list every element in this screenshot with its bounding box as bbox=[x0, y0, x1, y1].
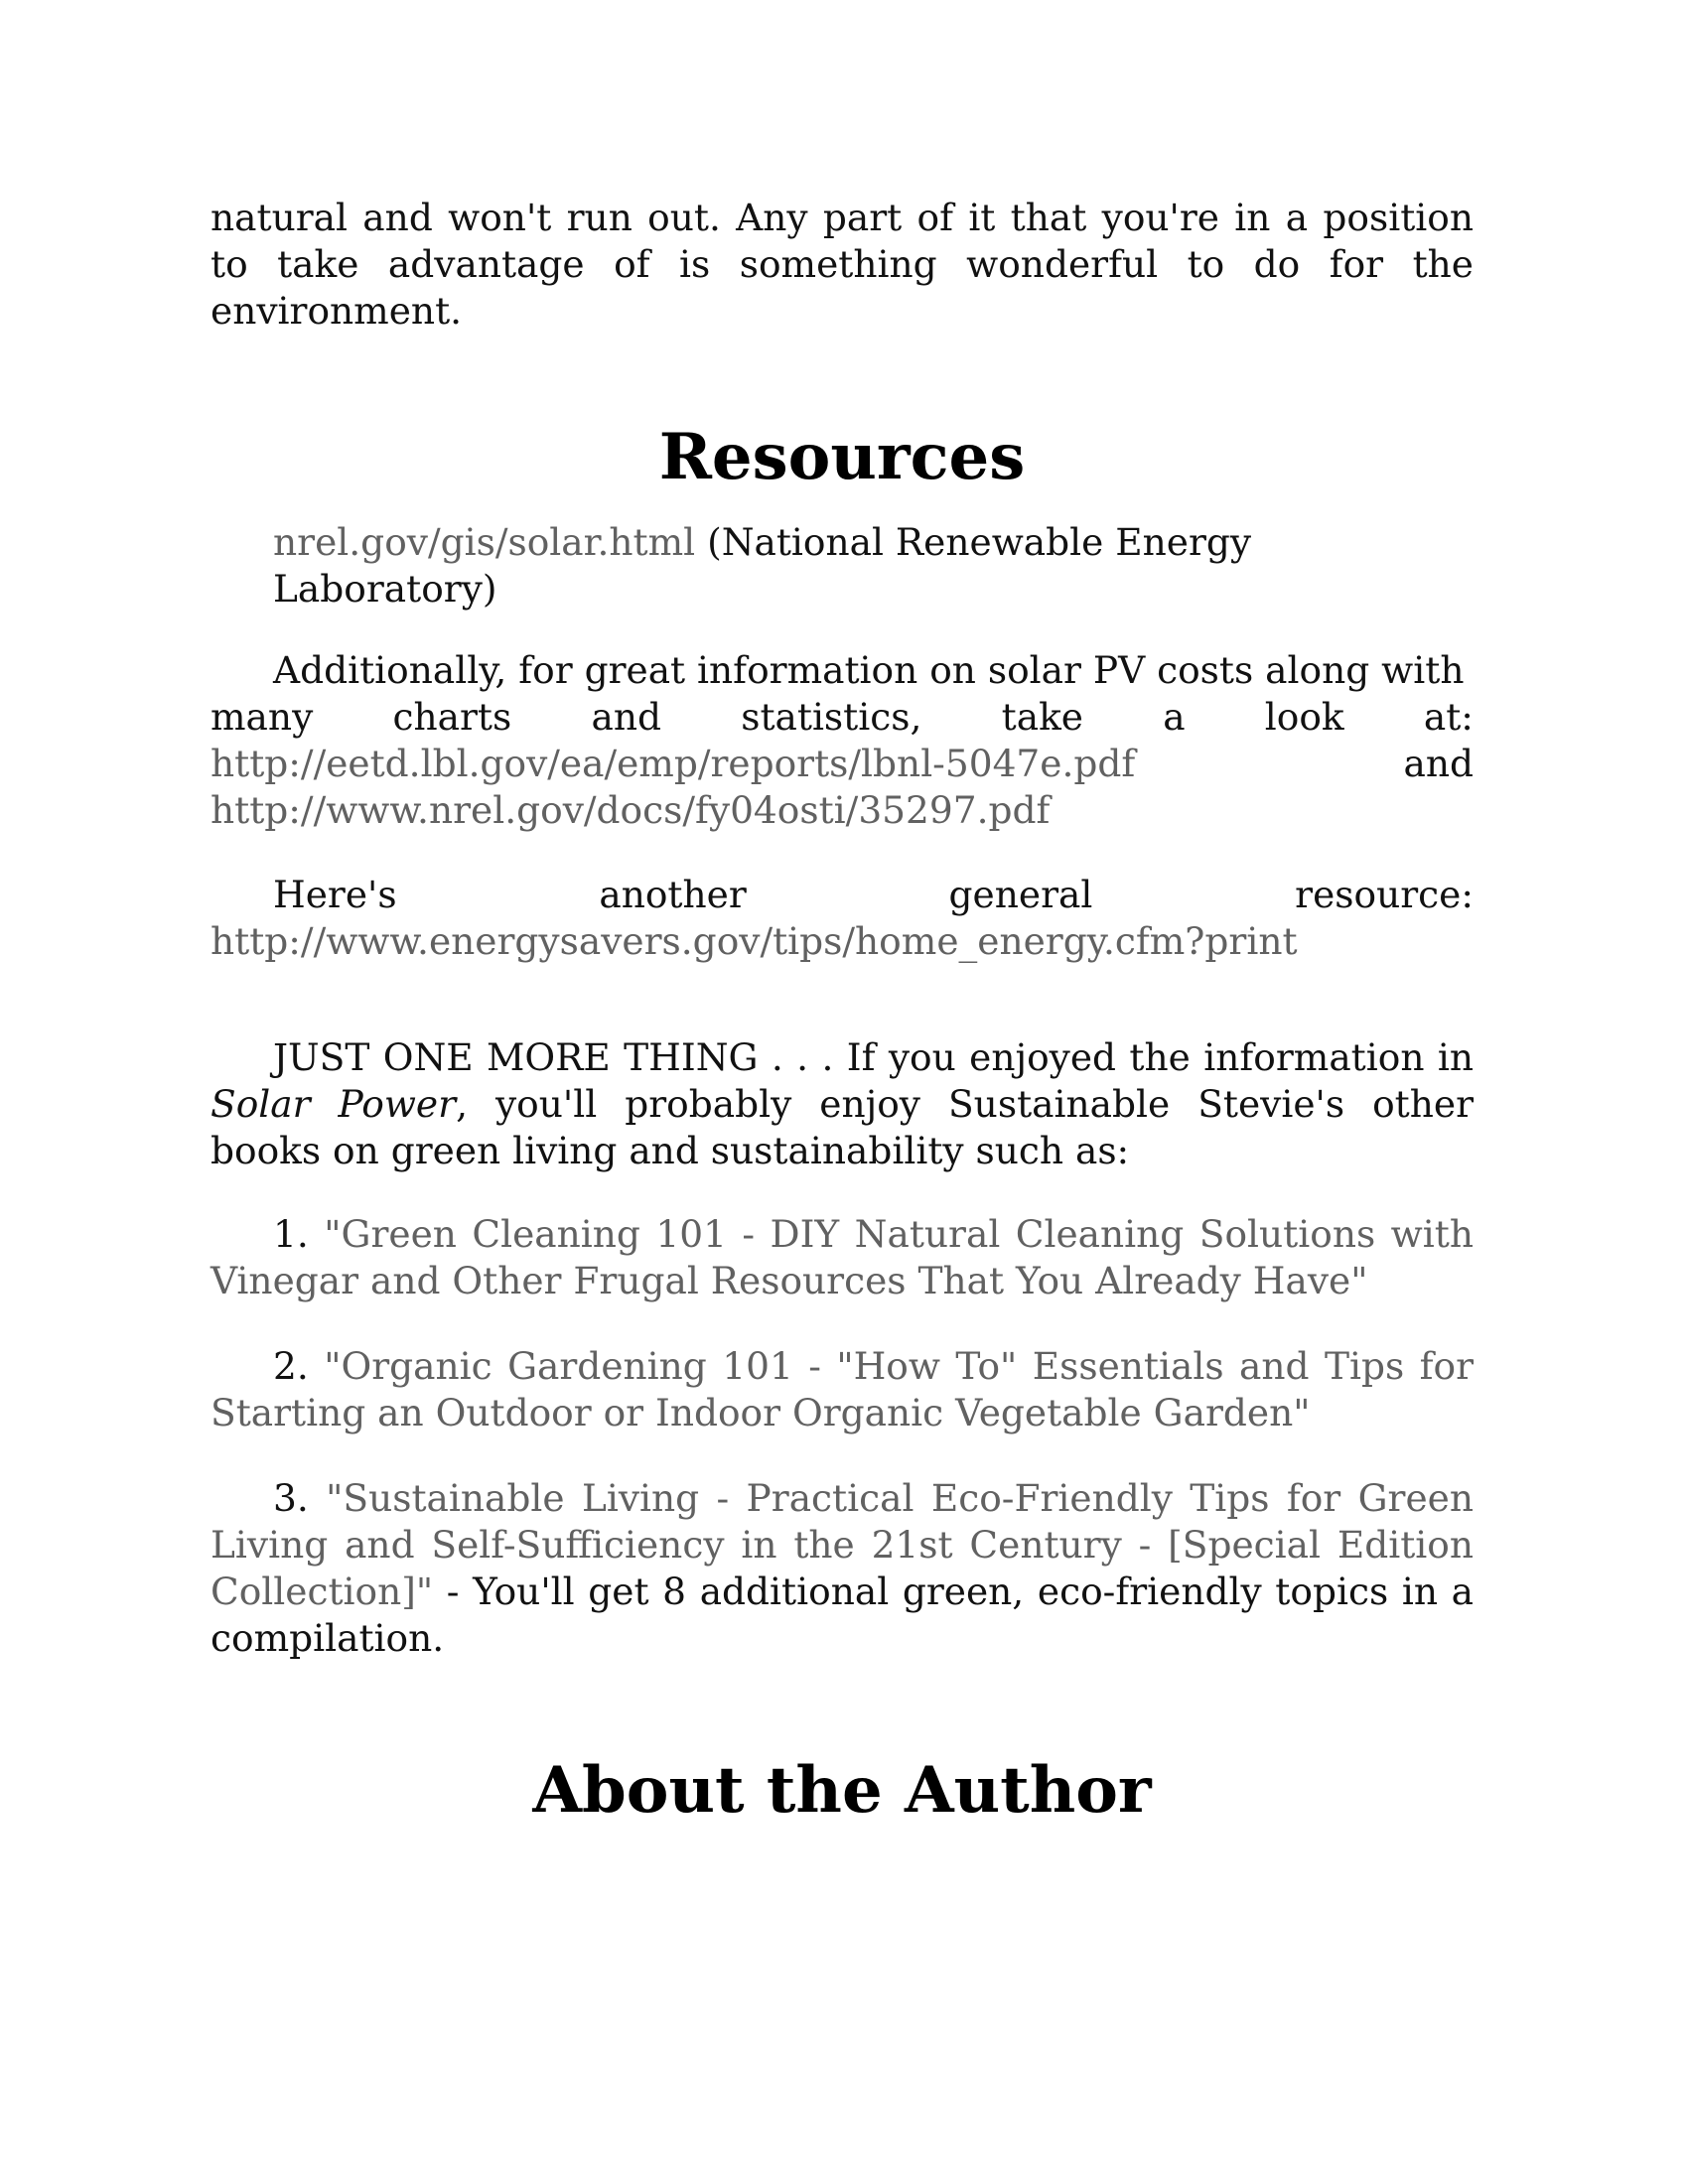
nrel-description: (National Renewable Energy Laboratory) bbox=[273, 520, 1252, 611]
costs-word: at: bbox=[1423, 695, 1474, 739]
book-number: 2. bbox=[273, 1344, 309, 1388]
book-title-link[interactable]: "Green Cleaning 101 - DIY Natural Cleaning Solutions with Vinegar and Other Frugal Resources That You Already Have" bbox=[211, 1212, 1474, 1302]
book-suffix: - You'll get 8 additional green, eco-friendly topics in a compilation. bbox=[211, 1570, 1474, 1660]
costs-word: take bbox=[1001, 695, 1083, 739]
costs-word: many bbox=[211, 695, 314, 739]
book-list-item bbox=[211, 1475, 1474, 1662]
resources-heading: Resources bbox=[658, 420, 1026, 494]
nrel-resource-line bbox=[211, 519, 1474, 613]
about-author-heading: About the Author bbox=[532, 1753, 1152, 1828]
book-title-link[interactable]: "Sustainable Living - Practical Eco-Friendly Tips for Green Living and Self-Sufficiency in the 21st Century - [Special Edition Collection]" bbox=[211, 1476, 1474, 1613]
general-line-1 bbox=[211, 872, 1474, 918]
costs-word: look bbox=[1264, 695, 1344, 739]
nrel-docs-link[interactable]: http://www.nrel.gov/docs/fy04osti/35297.pdf bbox=[211, 788, 1051, 832]
general-word: Here's bbox=[273, 873, 397, 916]
general-word: resource: bbox=[1295, 873, 1474, 916]
book-list-item bbox=[211, 1211, 1474, 1304]
general-resource-paragraph bbox=[211, 872, 1474, 965]
book-number: 1. bbox=[273, 1212, 309, 1256]
costs-line-4 bbox=[211, 787, 1474, 834]
costs-word: and bbox=[591, 695, 661, 739]
document-page bbox=[211, 195, 1474, 1831]
costs-line-2 bbox=[211, 694, 1474, 741]
book-number: 3. bbox=[273, 1476, 309, 1520]
costs-line-1: Additionally, for great information on solar PV costs along with bbox=[273, 648, 1465, 692]
costs-paragraph bbox=[211, 647, 1474, 834]
more-rest: , you'll probably enjoy Sustainable Stevie's other books on green living and sustainability such as: bbox=[211, 1082, 1474, 1172]
general-word: another bbox=[599, 873, 747, 916]
more-lead: JUST ONE MORE THING . . . If you enjoyed the information in bbox=[273, 1035, 1474, 1079]
book-list-item bbox=[211, 1343, 1474, 1436]
general-line-2 bbox=[211, 918, 1474, 965]
costs-and: and bbox=[1403, 742, 1474, 785]
costs-word: statistics, bbox=[741, 695, 922, 739]
costs-word: charts bbox=[392, 695, 512, 739]
nrel-link[interactable]: nrel.gov/gis/solar.html bbox=[273, 520, 696, 564]
book-title-link[interactable]: "Organic Gardening 101 - "How To" Essentials and Tips for Starting an Outdoor or Indoor Organic Vegetable Garden" bbox=[211, 1344, 1475, 1434]
lbnl-report-link[interactable]: http://eetd.lbl.gov/ea/emp/reports/lbnl-5047e.pdf bbox=[211, 742, 1136, 785]
intro-paragraph: natural and won't run out. Any part of it that you're in a position to take advantage of is something wonderful to do for the environment. bbox=[211, 196, 1474, 333]
one-more-thing-paragraph bbox=[211, 1034, 1474, 1174]
costs-line-3 bbox=[211, 741, 1474, 787]
costs-word: a bbox=[1163, 695, 1186, 739]
general-word: general bbox=[948, 873, 1093, 916]
book-title-solar-power: Solar Power bbox=[211, 1082, 457, 1126]
energysavers-link[interactable]: http://www.energysavers.gov/tips/home_energy.cfm?print bbox=[211, 919, 1298, 963]
